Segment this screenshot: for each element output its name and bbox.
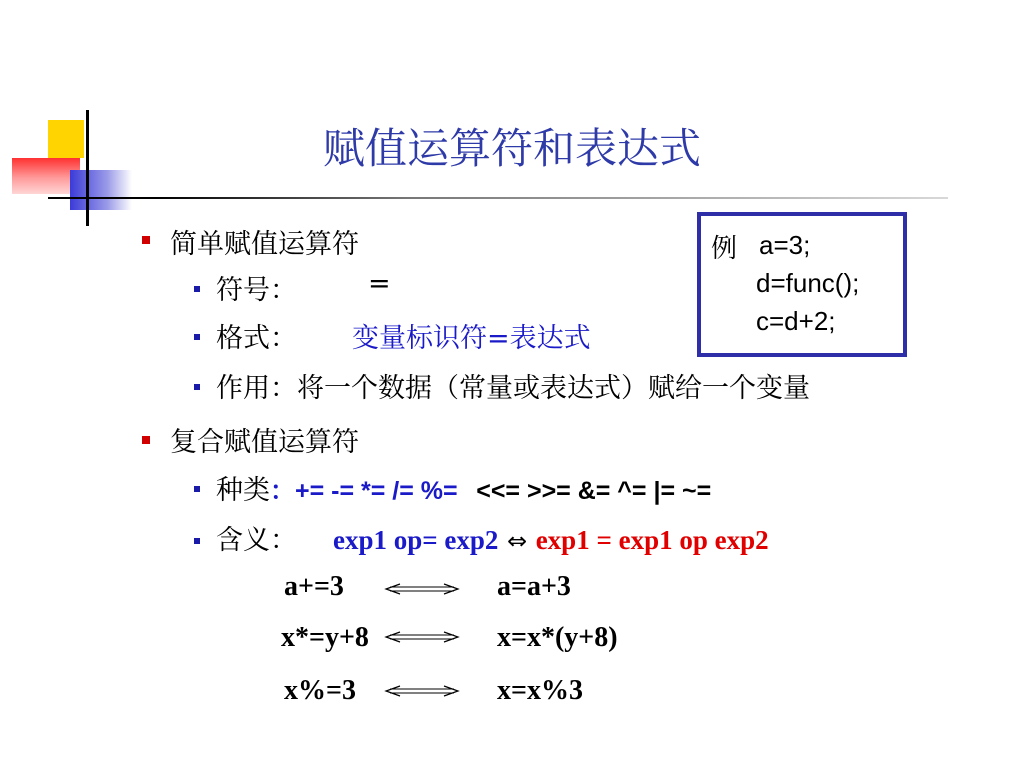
simple-assignment-heading: 简单赋值运算符 xyxy=(170,229,359,260)
meaning-right: exp1 = exp1 op exp2 xyxy=(535,525,769,555)
bullet-marker xyxy=(142,236,150,244)
example-line: d=func(); xyxy=(756,268,860,298)
sub-bullet-marker xyxy=(194,334,200,340)
meaning-label: 含义： xyxy=(216,525,297,556)
equivalence-right: x=x%3 xyxy=(497,675,583,706)
kinds-line xyxy=(216,468,711,507)
example-line: a=3; xyxy=(759,230,811,260)
equivalence-right: x=x*(y+8) xyxy=(497,622,618,653)
sub-bullet-marker xyxy=(194,538,200,544)
format-value: 变量标识符=表达式 xyxy=(352,323,591,354)
double-arrow-icon xyxy=(382,628,462,646)
meaning-left: exp1 op= exp2 xyxy=(333,525,499,555)
double-arrow-icon xyxy=(382,682,462,700)
symbol-label: 符号： xyxy=(216,275,297,306)
bullet-marker xyxy=(142,436,150,444)
equivalence-right: a=a+3 xyxy=(497,571,571,602)
example-label: 例 xyxy=(711,233,738,263)
kinds-label: 种类 xyxy=(216,475,270,506)
double-arrow-icon xyxy=(382,580,462,598)
title-divider xyxy=(48,197,948,199)
equivalence-left: a+=3 xyxy=(284,571,344,602)
format-label: 格式： xyxy=(216,323,297,354)
equivalence-symbol: ⇔ xyxy=(507,527,528,555)
compound-assignment-heading: 复合赋值运算符 xyxy=(170,427,359,458)
sub-bullet-marker xyxy=(194,384,200,390)
sub-bullet-marker xyxy=(194,286,200,292)
kinds-operators-blue: ：+= -= *= /= %= xyxy=(270,477,458,505)
logo-blue-square xyxy=(70,170,132,210)
symbol-value: = xyxy=(368,268,391,299)
kinds-operators-black: <<= >>= &= ^= |= ~= xyxy=(476,477,712,505)
meaning-line xyxy=(216,518,769,557)
equivalence-left: x*=y+8 xyxy=(281,622,369,653)
sub-bullet-marker xyxy=(194,486,200,492)
example-box xyxy=(697,212,907,357)
slide-title: 赋值运算符和表达式 xyxy=(322,124,701,173)
equivalence-left: x%=3 xyxy=(284,675,356,706)
purpose-text: 作用：将一个数据（常量或表达式）赋给一个变量 xyxy=(216,373,810,404)
example-line: c=d+2; xyxy=(756,306,836,336)
